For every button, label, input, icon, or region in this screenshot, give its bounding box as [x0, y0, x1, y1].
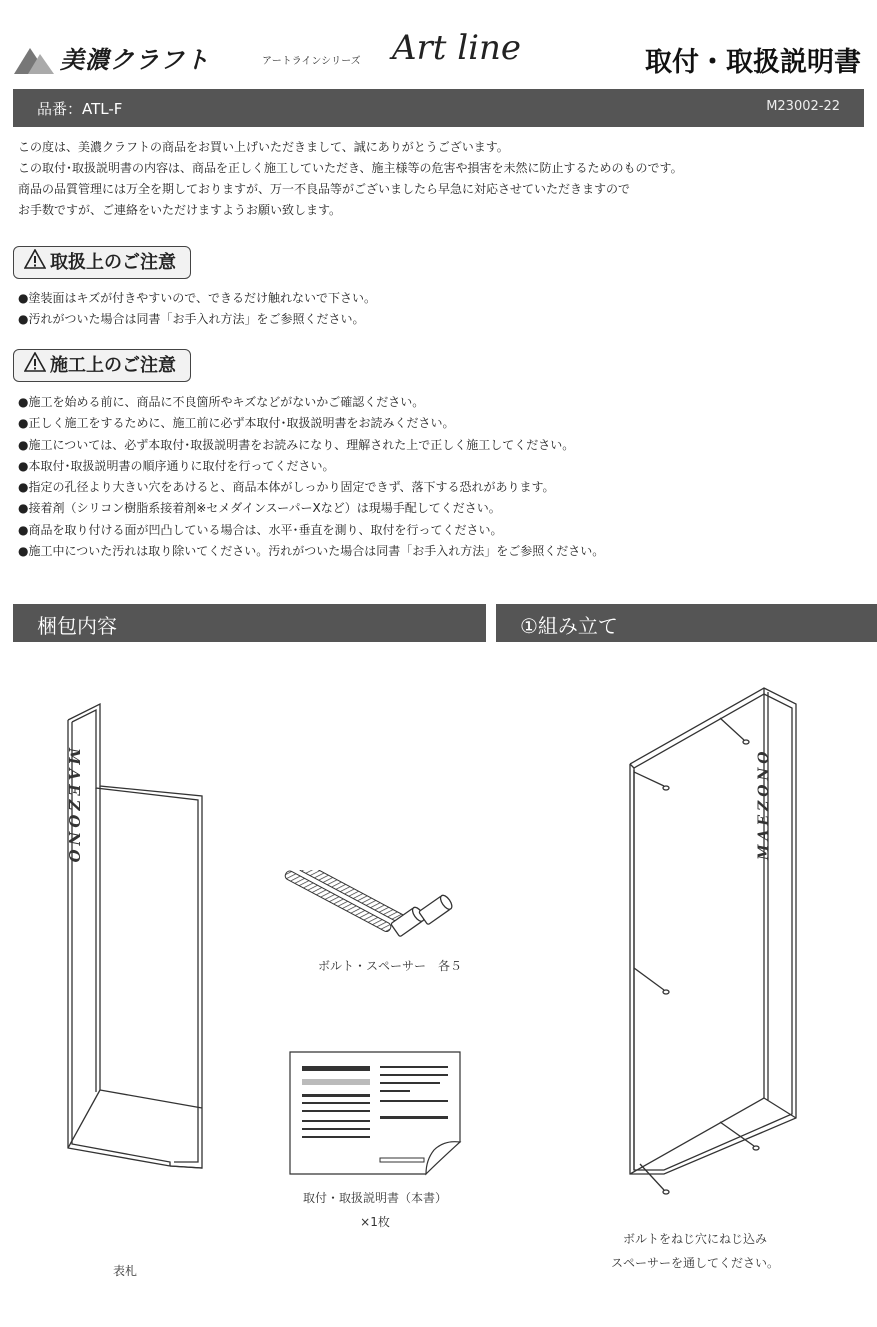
intro-text [18, 137, 858, 221]
series-label: アートラインシリーズ [262, 56, 361, 67]
assembly-caption-1: ボルトをねじ穴にねじ込み [622, 1232, 767, 1246]
series-logo: Art line [392, 28, 522, 68]
list-item: ●商品を取り付ける面が凹凸している場合は、水平･垂直を測り、取付を行ってください。 [18, 522, 503, 537]
list-item: ●塗装面はキズが付きやすいので、できるだけ触れないで下さい。 [18, 291, 376, 305]
handling-caution-list [18, 288, 868, 331]
warning-icon [24, 248, 46, 279]
manual-caption: 取付・取扱説明書（本書） [302, 1191, 447, 1205]
construction-caution-list [18, 392, 868, 562]
product-band [13, 89, 864, 127]
brand-mark-icon [14, 42, 56, 74]
construction-caution-title: 施工上のご注意 [50, 355, 176, 376]
list-item: ●施工については、必ず本取付･取扱説明書をお読みになり、理解された上で正しく施工してください。 [18, 437, 575, 452]
contents-section-title: 梱包内容 [37, 614, 117, 638]
intro-line: この度は、美濃クラフトの商品をお買い上げいただきまして、誠にありがとうございます。 [18, 140, 509, 154]
intro-line: この取付･取扱説明書の内容は、商品を正しく施工していただき、施主様等の危害や損害を未然に防止するためのものです。 [18, 161, 683, 175]
contents-section-header [13, 604, 486, 642]
list-item: ●施工中についた汚れは取り除いてください。汚れがついた場合は同書「お手入れ方法」をご参照ください。 [18, 544, 605, 559]
assembly-illustration [620, 680, 810, 1200]
intro-line: 商品の品質管理には万全を期しておりますが、万一不良品等がございましたら早急に対応させていただきますので [18, 182, 631, 196]
document-code: M23002-22 [766, 99, 840, 114]
manual-illustration [288, 1050, 464, 1178]
intro-line: お手数ですが、ご連絡をいただけますようお願い致します。 [18, 203, 342, 217]
nameplate-caption: 表札 [112, 1264, 137, 1278]
handling-caution-heading [13, 246, 191, 279]
handling-caution-title: 取扱上のご注意 [50, 252, 176, 273]
bolts-caption: ボルト・スペーサー 各５ [317, 959, 462, 973]
construction-caution-heading [13, 349, 191, 382]
bolts-spacers-illustration [270, 870, 465, 950]
assembly-section-title: ①組み立て [520, 614, 618, 638]
list-item: ●接着剤（シリコン樹脂系接着剤※セメダインスーパーXなど）は現場手配してください。 [18, 501, 501, 516]
list-item: ●指定の孔径より大きい穴をあけると、商品本体がしっかり固定できず、落下する恐れがあります。 [18, 480, 555, 495]
assembly-section-header [496, 604, 877, 642]
brand-name: 美濃クラフト [60, 46, 210, 74]
assembly-caption-2: スペーサーを通してください。 [610, 1256, 779, 1270]
list-item: ●本取付･取扱説明書の順序通りに取付を行ってください。 [18, 458, 335, 473]
list-item: ●施工を始める前に、商品に不良箇所やキズなどがないかご確認ください。 [18, 395, 425, 409]
list-item: ●汚れがついた場合は同書「お手入れ方法」をご参照ください。 [18, 312, 365, 327]
product-number: 品番：ATL-F [37, 100, 123, 118]
list-item: ●正しく施工をするために、施工前に必ず本取付･取扱説明書をお読みください。 [18, 416, 455, 431]
nameplate-text: MAEZONO [65, 748, 83, 867]
warning-icon [24, 351, 46, 382]
nameplate-illustration [60, 700, 210, 1170]
assembly-nameplate-text: MAEZONO [756, 747, 772, 860]
brand-logo [14, 42, 56, 78]
document-title: 取付・取扱説明書 [645, 47, 861, 78]
manual-count: ×1枚 [360, 1215, 390, 1229]
